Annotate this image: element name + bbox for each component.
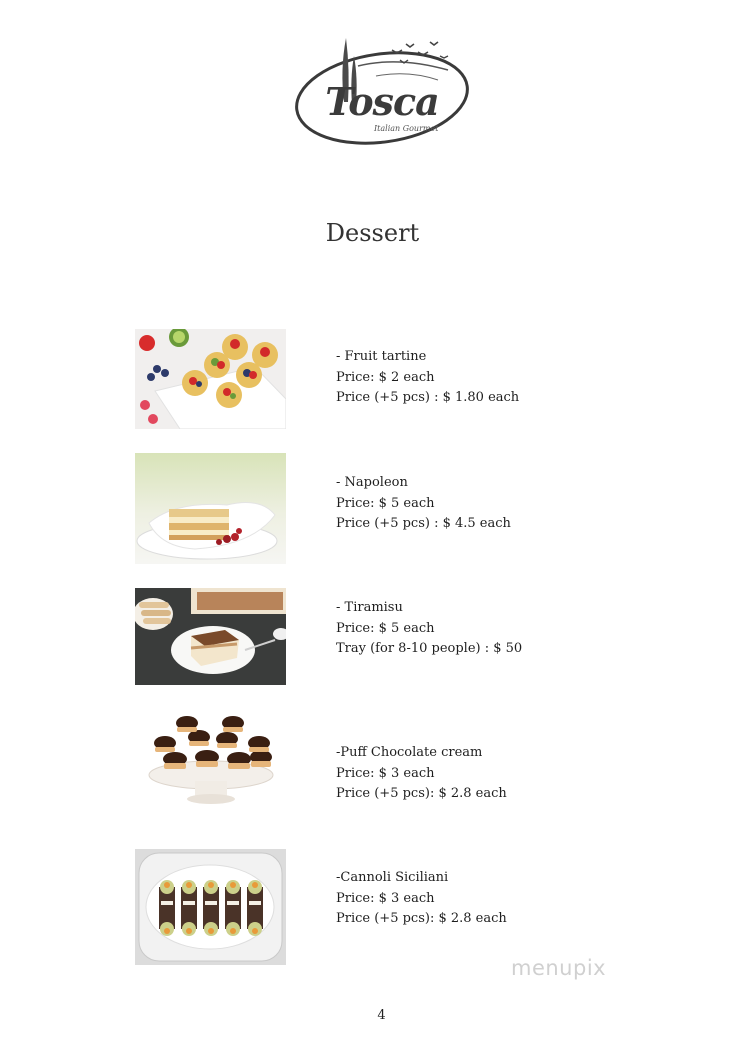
item-name: - Tiramisu bbox=[336, 600, 403, 615]
section-title: Dessert bbox=[325, 219, 420, 247]
menu-item-napoleon bbox=[336, 473, 656, 535]
item-name: - Napoleon bbox=[336, 475, 408, 490]
item-price: Price: $ 5 each bbox=[336, 620, 435, 636]
menu-item-tiramisu bbox=[336, 598, 656, 660]
napoleon-cake-photo bbox=[135, 453, 286, 564]
item-price: Price: $ 2 each bbox=[336, 369, 435, 385]
item-bulk-price: Price (+5 pcs) : $ 1.80 each bbox=[336, 390, 520, 405]
chocolate-puffs-photo bbox=[135, 709, 286, 808]
fruit-tartlets-photo bbox=[135, 329, 286, 429]
tiramisu-photo bbox=[135, 588, 286, 685]
cannoli-photo bbox=[135, 849, 286, 965]
menu-item-fruit-tartine bbox=[336, 347, 656, 409]
menu-item-puff-chocolate-cream bbox=[336, 743, 656, 805]
item-bulk-price: Price (+5 pcs): $ 2.8 each bbox=[336, 786, 507, 801]
logo-tagline: Italian Gourmet bbox=[374, 124, 439, 133]
logo-wordmark: Tosca bbox=[325, 79, 439, 124]
menupix-watermark: menupix bbox=[511, 956, 607, 980]
page-number: 4 bbox=[377, 1008, 386, 1023]
item-price: Price: $ 3 each bbox=[336, 890, 435, 906]
item-name: -Puff Chocolate cream bbox=[336, 745, 483, 760]
item-bulk-price: Tray (for 8-10 people) : $ 50 bbox=[336, 641, 523, 656]
item-bulk-price: Price (+5 pcs) : $ 4.5 each bbox=[336, 516, 511, 531]
item-price: Price: $ 5 each bbox=[336, 495, 435, 511]
restaurant-logo bbox=[288, 30, 474, 156]
item-price: Price: $ 3 each bbox=[336, 765, 435, 781]
item-name: -Cannoli Siciliani bbox=[336, 870, 449, 885]
item-name: - Fruit tartine bbox=[336, 349, 427, 364]
menu-item-cannoli-siciliani bbox=[336, 868, 656, 930]
item-bulk-price: Price (+5 pcs): $ 2.8 each bbox=[336, 911, 507, 926]
